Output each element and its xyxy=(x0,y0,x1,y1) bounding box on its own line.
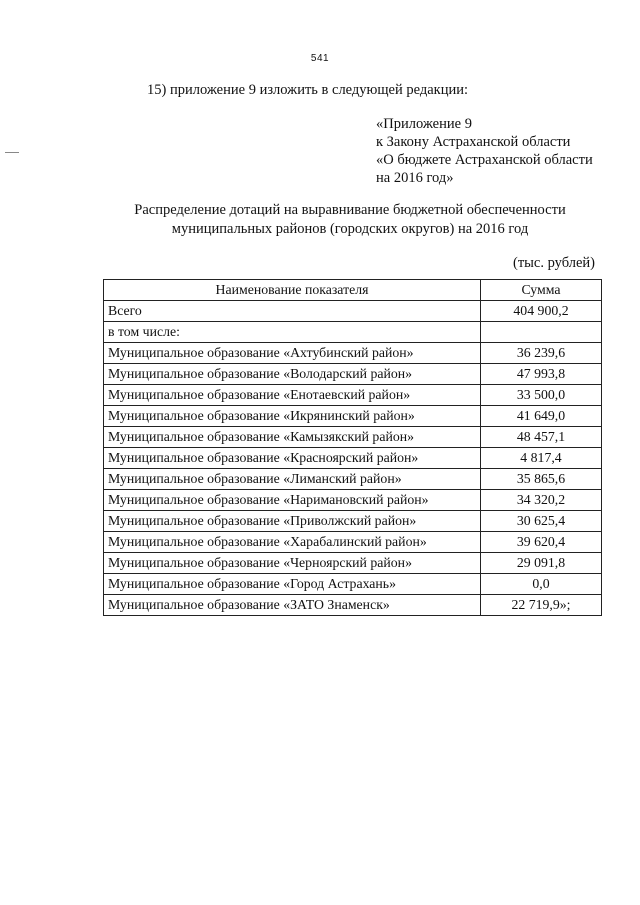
page-number: 541 xyxy=(310,53,330,64)
appendix-line: «Приложение 9 xyxy=(376,116,472,132)
table-row xyxy=(104,301,602,322)
margin-mark xyxy=(5,152,19,153)
table-row xyxy=(104,364,602,385)
units-label: (тыс. рублей) xyxy=(513,255,595,271)
table-header-row xyxy=(104,280,602,301)
row-amount-cell: 4 817,4 xyxy=(481,448,602,469)
appendix-line: на 2016 год» xyxy=(376,170,454,186)
table-row xyxy=(104,574,602,595)
amendment-intro: 15) приложение 9 изложить в следующей редакции: xyxy=(147,82,469,98)
row-amount-cell: 39 620,4 xyxy=(481,532,602,553)
row-name-cell: Муниципальное образование «ЗАТО Знаменск» xyxy=(104,595,481,616)
grants-table xyxy=(103,279,602,616)
row-amount-cell: 29 091,8 xyxy=(481,553,602,574)
row-amount-cell: 47 993,8 xyxy=(481,364,602,385)
row-amount-cell: 33 500,0 xyxy=(481,385,602,406)
table-row xyxy=(104,406,602,427)
row-name-cell: Муниципальное образование «Красноярский район» xyxy=(104,448,481,469)
row-name-cell: Муниципальное образование «Лиманский район» xyxy=(104,469,481,490)
table-row xyxy=(104,322,602,343)
row-name-cell: Муниципальное образование «Приволжский район» xyxy=(104,511,481,532)
row-amount-cell: 36 239,6 xyxy=(481,343,602,364)
appendix-line: «О бюджете Астраханской области xyxy=(376,152,593,168)
row-name-cell: Муниципальное образование «Енотаевский район» xyxy=(104,385,481,406)
appendix-line: к Закону Астраханской области xyxy=(376,134,571,150)
column-header-amount: Сумма xyxy=(481,280,602,301)
column-header-name: Наименование показателя xyxy=(104,280,481,301)
row-name-cell: Муниципальное образование «Икрянинский район» xyxy=(104,406,481,427)
row-amount-cell: 404 900,2 xyxy=(481,301,602,322)
row-name-cell: Муниципальное образование «Наримановский район» xyxy=(104,490,481,511)
row-name-cell: Всего xyxy=(104,301,481,322)
row-amount-cell: 34 320,2 xyxy=(481,490,602,511)
heading-line-2: муниципальных районов (городских округов) на 2016 год xyxy=(171,221,529,237)
table-row xyxy=(104,595,602,616)
table-row xyxy=(104,469,602,490)
row-name-cell: Муниципальное образование «Ахтубинский район» xyxy=(104,343,481,364)
row-name-cell: Муниципальное образование «Харабалинский район» xyxy=(104,532,481,553)
row-amount-cell: 30 625,4 xyxy=(481,511,602,532)
row-name-cell: Муниципальное образование «Черноярский район» xyxy=(104,553,481,574)
table-row xyxy=(104,448,602,469)
table-row xyxy=(104,532,602,553)
row-name-cell: Муниципальное образование «Город Астрахань» xyxy=(104,574,481,595)
table-row xyxy=(104,385,602,406)
table-row xyxy=(104,490,602,511)
table-row xyxy=(104,553,602,574)
heading-line-1: Распределение дотаций на выравнивание бюджетной обеспеченности xyxy=(134,202,566,218)
row-amount-cell: 22 719,9»; xyxy=(481,595,602,616)
row-amount-cell: 41 649,0 xyxy=(481,406,602,427)
table-body xyxy=(104,301,602,616)
appendix-header xyxy=(376,115,593,187)
row-amount-cell: 0,0 xyxy=(481,574,602,595)
table-row xyxy=(104,343,602,364)
row-name-cell: в том числе: xyxy=(104,322,481,343)
document-heading xyxy=(100,201,600,239)
table-row xyxy=(104,427,602,448)
row-amount-cell: 48 457,1 xyxy=(481,427,602,448)
table-row xyxy=(104,511,602,532)
row-amount-cell xyxy=(481,322,602,343)
row-name-cell: Муниципальное образование «Володарский район» xyxy=(104,364,481,385)
row-amount-cell: 35 865,6 xyxy=(481,469,602,490)
row-name-cell: Муниципальное образование «Камызякский район» xyxy=(104,427,481,448)
